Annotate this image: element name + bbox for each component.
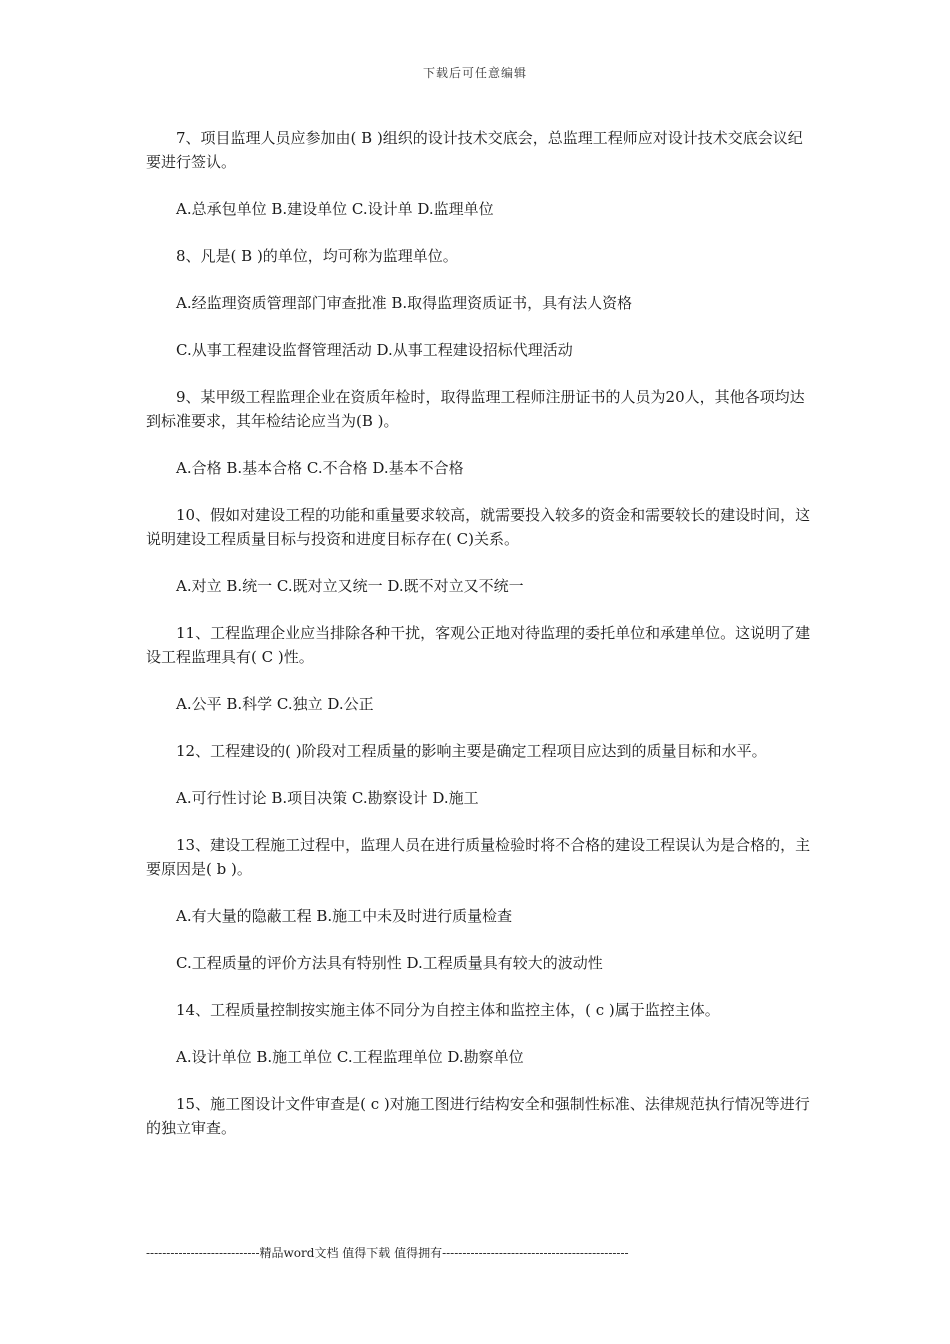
- question-12-options: A.可行性讨论 B.项目决策 C.勘察设计 D.施工: [176, 789, 479, 807]
- document-body: [146, 126, 811, 1163]
- question-15: 15、施工图设计文件审查是( c )对施工图进行结构安全和强制性标准、法律规范执行情况等进行的独立审查。: [146, 1095, 810, 1137]
- question-14: 14、工程质量控制按实施主体不同分为自控主体和监控主体，( c )属于监控主体。: [176, 1001, 720, 1019]
- question-8-options-cd: C.从事工程建设监督管理活动 D.从事工程建设招标代理活动: [176, 341, 573, 359]
- question-9: 9、某甲级工程监理企业在资质年检时，取得监理工程师注册证书的人员为20人，其他各项均达到标准要求，其年检结论应当为(B )。: [146, 388, 805, 430]
- question-13: 13、建设工程施工过程中，监理人员在进行质量检验时将不合格的建设工程误认为是合格的，主要原因是( b )。: [146, 836, 811, 878]
- question-7: 7、项目监理人员应参加由( B )组织的设计技术交底会，总监理工程师应对设计技术交底会议纪要进行签认。: [146, 129, 803, 171]
- question-8: 8、凡是( B )的单位，均可称为监理单位。: [176, 247, 458, 265]
- question-10-options: A.对立 B.统一 C.既对立又统一 D.既不对立又不统一: [176, 577, 524, 595]
- question-13-options-ab: A.有大量的隐蔽工程 B.施工中未及时进行质量检查: [176, 907, 513, 925]
- question-13-options-cd: C.工程质量的评价方法具有特别性 D.工程质量具有较大的波动性: [176, 954, 603, 972]
- question-14-options: A.设计单位 B.施工单位 C.工程监理单位 D.勘察单位: [176, 1048, 524, 1066]
- page-header: 下载后可任意编辑: [422, 66, 527, 80]
- question-8-options-ab: A.经监理资质管理部门审查批准 B.取得监理资质证书，具有法人资格: [176, 294, 633, 312]
- page-footer: ----------------------------精品word文档 值得下载 值得拥有----------------------------------------------: [146, 1246, 629, 1260]
- question-11: 11、工程监理企业应当排除各种干扰，客观公正地对待监理的委托单位和承建单位。这说明了建设工程监理具有( C )性。: [146, 624, 811, 666]
- question-7-options: A.总承包单位 B.建设单位 C.设计单 D.监理单位: [176, 200, 494, 218]
- question-10: 10、假如对建设工程的功能和重量要求较高，就需要投入较多的资金和需要较长的建设时间，这说明建设工程质量目标与投资和进度目标存在( C)关系。: [146, 506, 811, 548]
- question-12: 12、工程建设的( )阶段对工程质量的影响主要是确定工程项目应达到的质量目标和水平。: [176, 742, 767, 760]
- question-9-options: A.合格 B.基本合格 C.不合格 D.基本不合格: [176, 459, 464, 477]
- question-11-options: A.公平 B.科学 C.独立 D.公正: [176, 695, 374, 713]
